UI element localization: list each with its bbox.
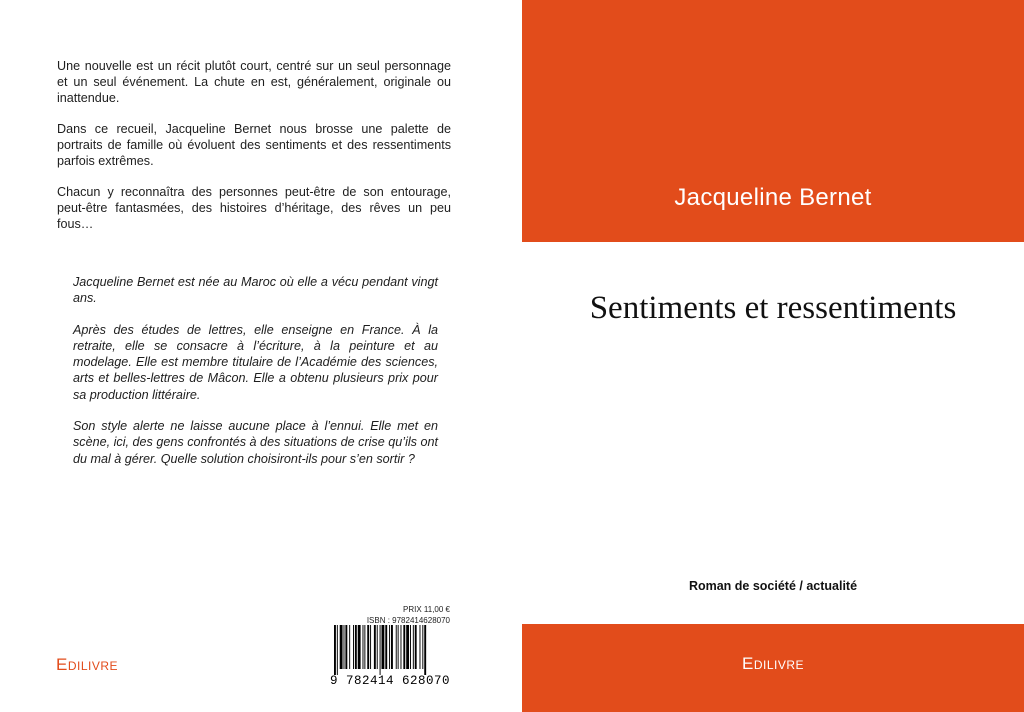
author-name: Jacqueline Bernet: [674, 184, 872, 211]
bio-paragraph: Son style alerte ne laisse aucune place à l’ennui. Elle met en scène, ici, des gens confrontés à des situations de crise qu’ils ont du mal à gérer. Quelle solution choisiront-ils pour s’en sortir ?: [73, 419, 438, 466]
summary-paragraph: Chacun y reconnaîtra des personnes peut-être de son entourage, peut-être fantasmées, des histoires d’héritage, des rêves un peu fous…: [57, 185, 451, 231]
price-label: PRIX 11,00 €: [403, 605, 450, 614]
isbn-label: ISBN : 9782414628070: [366, 616, 450, 625]
genre-label: Roman de société / actualité: [688, 579, 858, 593]
author-bio: [73, 274, 438, 482]
bio-paragraph: Jacqueline Bernet est née au Maroc où elle a vécu pendant vingt ans.: [73, 275, 438, 306]
summary-paragraph: Dans ce recueil, Jacqueline Bernet nous brosse une palette de portraits de famille où évoluent des sentiments et des ressentiments parfois extrêmes.: [57, 122, 451, 168]
book-title: Sentiments et ressentiments: [589, 290, 957, 326]
summary-text: [57, 58, 451, 247]
barcode-digits: 9 782414 628070: [329, 674, 451, 688]
summary-paragraph: Une nouvelle est un récit plutôt court, centré sur un seul personnage et un seul événement. La chute en est, généralement, originale ou inattendue.: [57, 59, 451, 105]
bio-paragraph: Après des études de lettres, elle enseigne en France. À la retraite, elle se consacre à l’écriture, à la peinture et au modelage. Elle est membre titulaire de l’Académie des sciences, arts et belles-lettres de Mâcon. Elle a obtenu plusieurs prix pour sa production littéraire.: [73, 322, 438, 402]
publisher-logo-back: Edilivre: [56, 655, 119, 674]
publisher-logo-front: Edilivre: [741, 654, 805, 673]
